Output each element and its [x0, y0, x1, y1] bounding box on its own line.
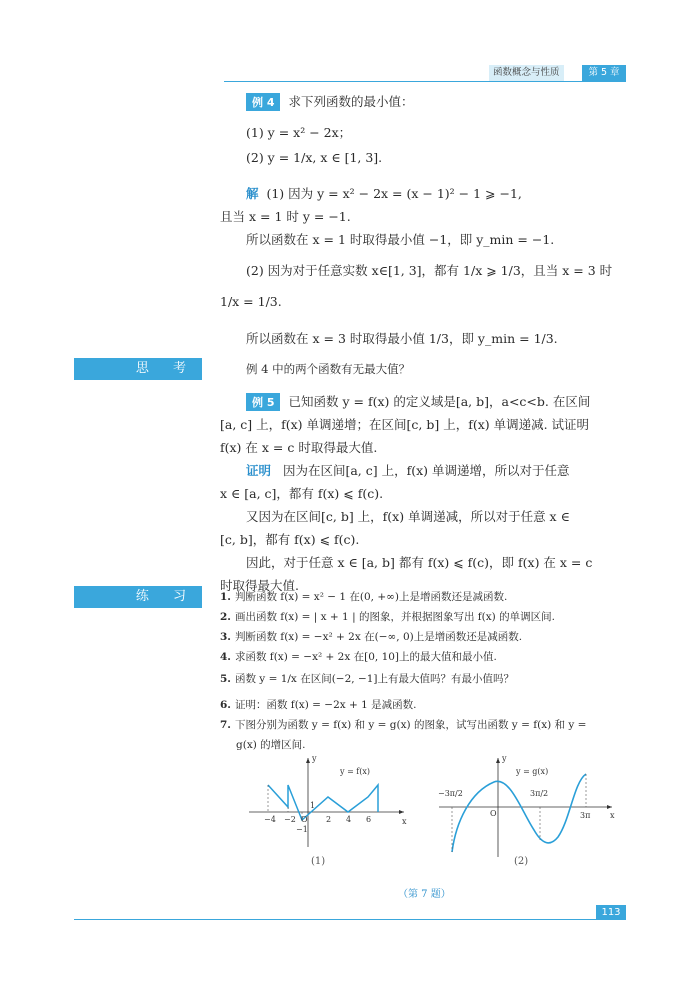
- origin-label: O: [490, 809, 497, 818]
- tick-label: 3π/2: [530, 789, 549, 798]
- origin-label: O: [301, 815, 308, 824]
- proof-line2: x ∈ [a, c]，都有 f(x) ⩽ f(c).: [220, 486, 384, 501]
- example4-tag: 例 4: [246, 93, 280, 111]
- example4-heading: [246, 92, 414, 111]
- header-divider: [224, 81, 626, 82]
- solution-text: (1) 因为 y = x² − 2x = (x − 1)² − 1 ⩾ −1,: [266, 186, 522, 201]
- example4-solution-5: 1/x = 1/3.: [220, 294, 282, 309]
- exercise-2: [220, 609, 555, 624]
- y-label: y: [312, 754, 317, 763]
- example4-solution-1: [246, 184, 522, 202]
- x-axis-arrow: [399, 810, 404, 814]
- exercise-7: [220, 717, 586, 732]
- practice-label: 练 习: [74, 586, 202, 608]
- exercise-text: 画出函数 f(x) = | x + 1 | 的图象，并根据图象写出 f(x) 的单调区间.: [234, 611, 555, 623]
- curve-g: [452, 774, 586, 852]
- chapter-title: 函数概念与性质: [489, 65, 564, 81]
- exercise-text: 函数 y = 1/x 在区间(−2, −1]上有最大值吗？有最小值吗？: [234, 673, 515, 685]
- x-label: x: [610, 811, 615, 820]
- exercise-number: 2.: [220, 611, 231, 623]
- example4-prompt: 求下列函数的最小值：: [288, 94, 414, 109]
- tick-label: 1: [310, 801, 316, 810]
- exercise-number: 7.: [220, 719, 231, 731]
- figure-1-caption: (1): [311, 856, 326, 867]
- example5-line2: [a, c] 上，f(x) 单调递增；在区间[c, b] 上，f(x) 单调递减. 试证明: [220, 417, 590, 432]
- example5-line1: 已知函数 y = f(x) 的定义域是[a, b]，a<c<b. 在区间: [288, 394, 591, 409]
- tick-label: −3π/2: [438, 789, 463, 798]
- exercise-number: 3.: [220, 631, 231, 643]
- proof-line6: 时取得最大值.: [220, 578, 299, 593]
- exercise-6: [220, 697, 417, 712]
- tick-label: 4: [346, 815, 352, 824]
- tick-label: 6: [366, 815, 372, 824]
- example4-q2: (2) y = 1/x, x ∈ [1, 3].: [246, 150, 383, 165]
- curve-label: y = f(x): [340, 767, 371, 776]
- tick-label: −2: [284, 815, 296, 824]
- exercise-text: 判断函数 f(x) = −x² + 2x 在(−∞, 0)上是增函数还是减函数.: [234, 631, 523, 643]
- example4-solution-2: 且当 x = 1 时 y = −1.: [220, 209, 351, 224]
- exercise-text: 下图分别为函数 y = f(x) 和 y = g(x) 的图象，试写出函数 y = f(x) 和 y =: [234, 719, 587, 731]
- exercise-number: 5.: [220, 673, 231, 685]
- example5-tag: 例 5: [246, 393, 280, 411]
- example4-solution-4: (2) 因为对于任意实数 x∈[1, 3]，都有 1/x ⩾ 1/3，且当 x = 3 时: [246, 263, 613, 278]
- exercise-4: [220, 649, 497, 664]
- proof-text: 因为在区间[a, c] 上，f(x) 单调递增，所以对于任意: [282, 463, 570, 478]
- page-number: 113: [596, 905, 626, 920]
- curve-label: y = g(x): [516, 767, 549, 776]
- tick-label: −4: [264, 815, 276, 824]
- exercise-number: 6.: [220, 699, 231, 711]
- tick-label: −1: [296, 825, 308, 834]
- exercise-text: 证明：函数 f(x) = −2x + 1 是减函数.: [234, 699, 417, 711]
- think-text: 例 4 中的两个函数有无最大值？: [246, 362, 411, 376]
- example5-heading: [246, 392, 590, 411]
- proof-line1: [246, 461, 569, 479]
- proof-label: 证明: [246, 463, 272, 478]
- exercise-text: 求函数 f(x) = −x² + 2x 在[0, 10]上的最大值和最小值.: [234, 651, 497, 663]
- think-label: 思 考: [74, 358, 202, 380]
- y-label: y: [502, 754, 507, 763]
- footer-divider: [74, 919, 626, 920]
- example4-q1: (1) y = x² − 2x；: [246, 125, 352, 140]
- example4-solution-3: 所以函数在 x = 1 时取得最小值 −1，即 y_min = −1.: [246, 232, 555, 247]
- exercise-number: 1.: [220, 591, 231, 603]
- example5-line3: f(x) 在 x = c 时取得最大值.: [220, 440, 378, 455]
- x-axis-arrow: [607, 805, 612, 809]
- solution-label: 解: [246, 186, 259, 201]
- y-axis-arrow: [496, 758, 500, 763]
- exercise-5: [220, 671, 514, 686]
- figures-caption: （第 7 题）: [398, 889, 451, 900]
- exercise-number: 4.: [220, 651, 231, 663]
- exercise-1: [220, 589, 507, 604]
- tick-label: 2: [326, 815, 332, 824]
- exercise-text: 判断函数 f(x) = x² − 1 在(0, +∞)上是增函数还是减函数.: [234, 591, 508, 603]
- example4-solution-6: 所以函数在 x = 3 时取得最小值 1/3，即 y_min = 1/3.: [246, 331, 558, 346]
- proof-line3: 又因为在区间[c, b] 上，f(x) 单调递减，所以对于任意 x ∈: [246, 509, 570, 524]
- figure-2: [434, 752, 619, 862]
- exercise-7-cont: g(x) 的增区间.: [236, 739, 306, 751]
- figure-2-caption: (2): [514, 856, 529, 867]
- x-label: x: [402, 817, 407, 826]
- proof-line5: 因此，对于任意 x ∈ [a, b] 都有 f(x) ⩽ f(c)，即 f(x) 在 x = c: [246, 555, 593, 570]
- figure-1: [244, 752, 414, 852]
- exercise-3: [220, 629, 522, 644]
- proof-line4: [c, b]，都有 f(x) ⩽ f(c).: [220, 532, 360, 547]
- y-axis-arrow: [306, 758, 310, 763]
- chapter-number: 第 5 章: [582, 65, 626, 81]
- tick-label: 3π: [580, 811, 591, 820]
